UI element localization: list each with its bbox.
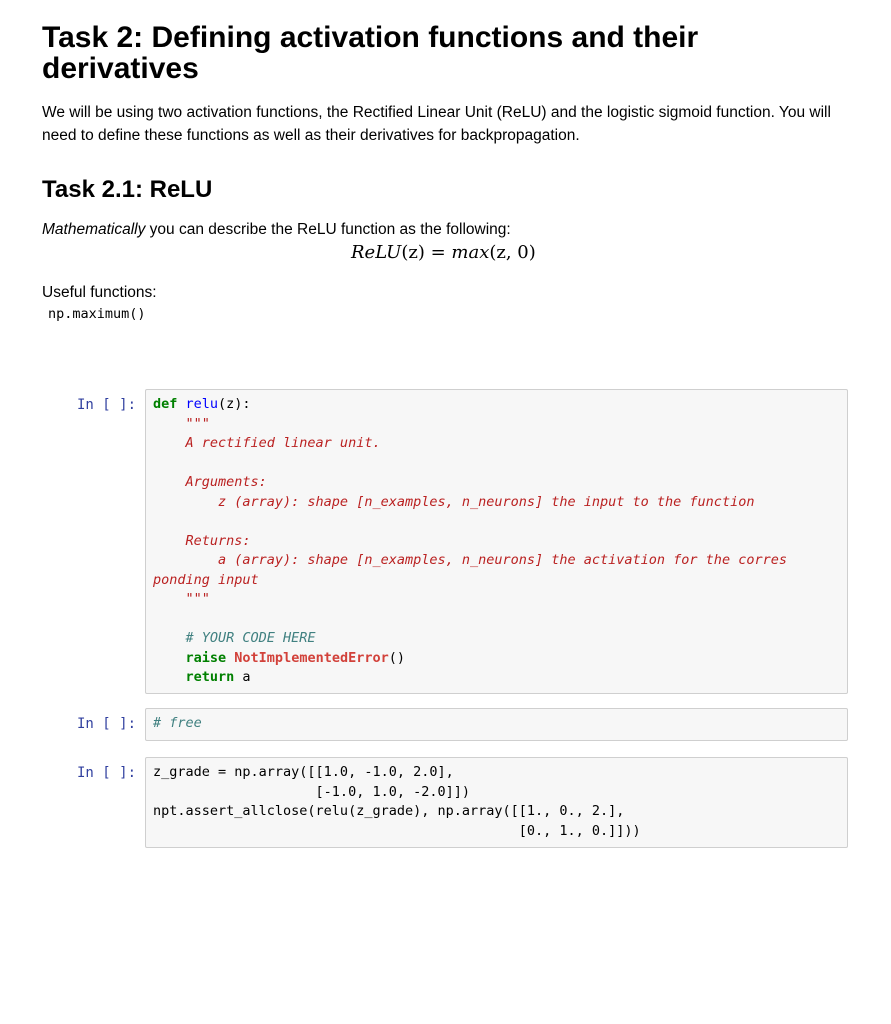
code-cell-relu[interactable]	[145, 389, 848, 694]
useful-functions-label: Useful functions:	[42, 284, 157, 301]
task-2-1-title: Task 2.1: ReLU	[42, 176, 213, 203]
code-comment: # YOUR CODE HERE	[153, 630, 316, 646]
exception-name: NotImplementedError	[234, 649, 389, 666]
function-signature: (z):	[218, 396, 251, 412]
task-2-intro: We will be using two activation functions, the Rectified Linear Unit (ReLU) and the logistic sigmoid function. You will need to define these functions as well as their derivatives for backpropagation.	[42, 104, 831, 144]
code-editor-free[interactable]	[146, 709, 847, 739]
math-intro-text: you can describe the ReLU function as the following:	[145, 221, 511, 238]
return-value: a	[234, 669, 251, 685]
code-editor-relu[interactable]	[146, 390, 847, 693]
cell-prompt-relu: In [ ]:	[77, 397, 137, 413]
formula-args: (z, 0)	[489, 242, 536, 263]
math-intro	[42, 220, 511, 240]
relu-formula	[351, 241, 536, 265]
task-2-title: Task 2: Defining activation functions and their derivatives	[42, 21, 699, 85]
cell-prompt-free: In [ ]:	[77, 716, 137, 732]
return-keyword: return	[185, 669, 235, 685]
raise-keyword: raise	[185, 649, 227, 666]
formula-arg: (z) =	[401, 242, 452, 263]
formula-lhs: ReLU	[351, 242, 402, 263]
function-name: relu	[185, 396, 219, 412]
useful-functions-code: np.maximum()	[48, 306, 146, 322]
raise-call: ()	[388, 649, 405, 666]
formula-rhs: max	[451, 242, 490, 263]
free-comment: # free	[153, 715, 202, 731]
docstring: """ A rectified linear unit. Arguments: z (array): shape [n_examples, n_neurons] the input to the function Returns: a (array): shape [n_examples, n_neurons] the activation for the corres ponding input """	[153, 415, 787, 607]
def-keyword: def	[153, 396, 178, 412]
math-intro-emphasis: Mathematically	[42, 221, 146, 238]
code-cell-test[interactable]	[145, 757, 848, 848]
cell-prompt-test: In [ ]:	[77, 765, 137, 781]
code-editor-test[interactable]: z_grade = np.array([[1.0, -1.0, 2.0], [-1.0, 1.0, -2.0]]) npt.assert_allclose(relu(z_grade), np.array([[1., 0., 2.], [0., 1., 0.]]))	[153, 764, 641, 839]
code-cell-free[interactable]	[145, 708, 848, 741]
